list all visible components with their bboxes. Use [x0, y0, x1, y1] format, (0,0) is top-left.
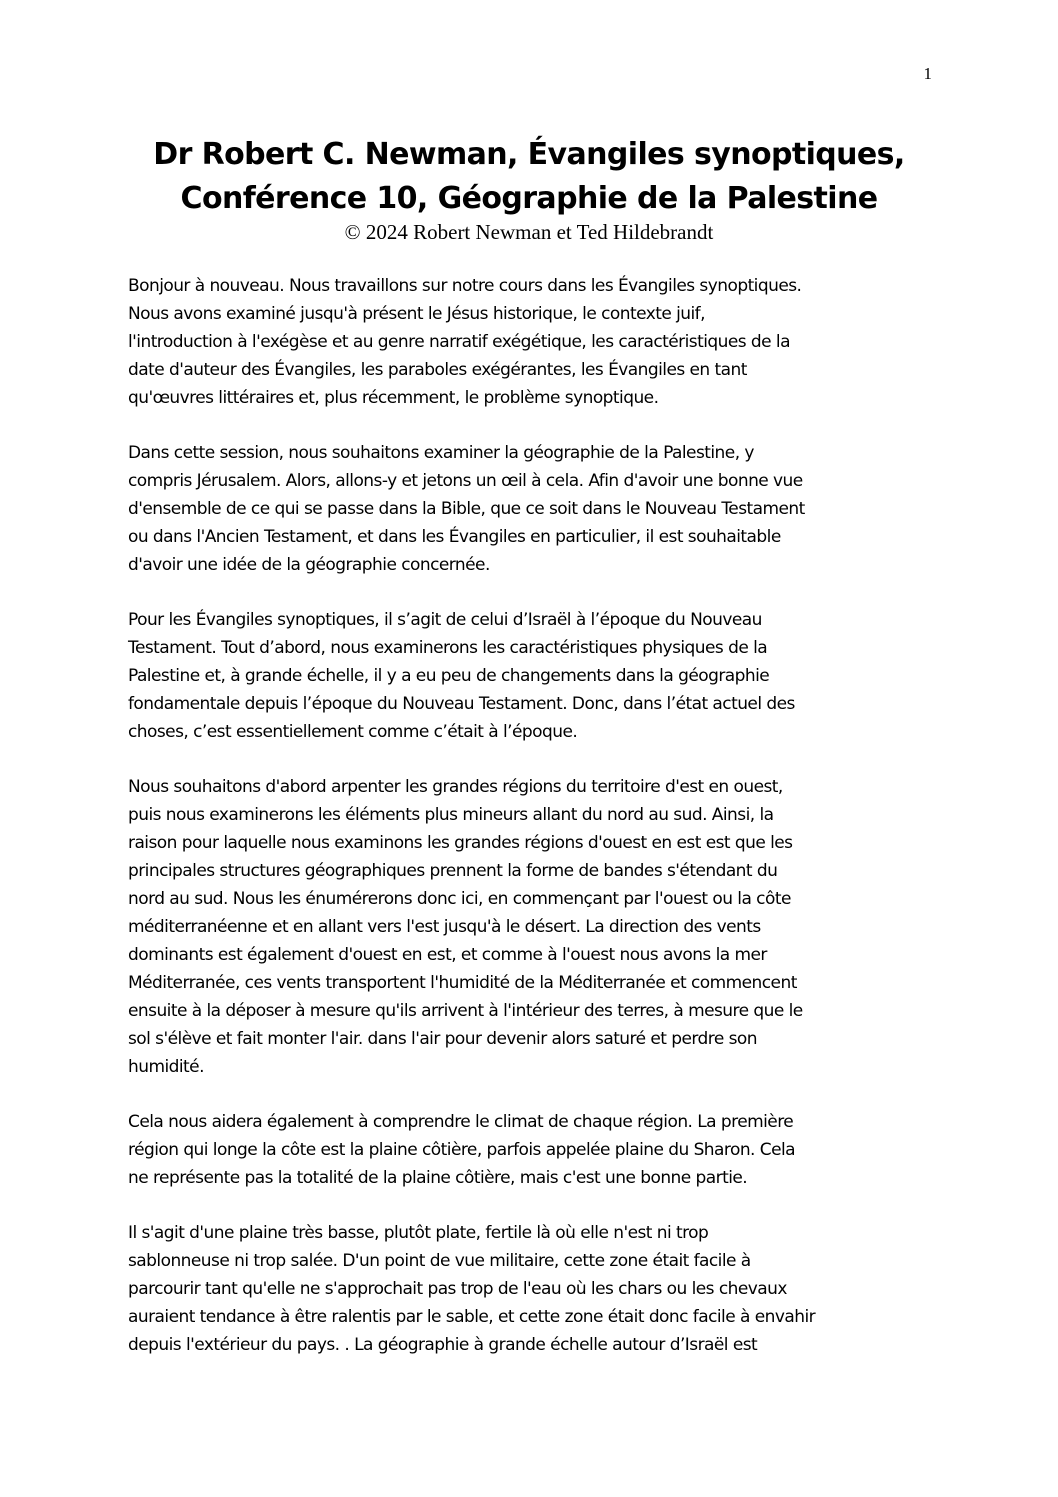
text-line: puis nous examinerons les éléments plus mineurs allant du nord au sud. Ainsi, la — [128, 805, 774, 825]
text-line: compris Jérusalem. Alors, allons-y et jetons un œil à cela. Afin d'avoir une bonne vue — [128, 471, 803, 491]
paragraph-1 — [128, 272, 948, 412]
text-line: ne représente pas la totalité de la plaine côtière, mais c'est une bonne partie. — [128, 1168, 748, 1188]
text-line: parcourir tant qu'elle ne s'approchait pas trop de l'eau où les chars ou les chevaux — [128, 1279, 787, 1299]
text-line: ou dans l'Ancien Testament, et dans les Évangiles en particulier, il est souhaitable — [128, 527, 781, 547]
text-line: méditerranéenne et en allant vers l'est jusqu'à le désert. La direction des vents — [128, 917, 761, 937]
copyright-notice: © 2024 Robert Newman et Ted Hildebrandt — [344, 220, 714, 244]
text-line: humidité. — [128, 1057, 204, 1077]
text-line: l'introduction à l'exégèse et au genre narratif exégétique, les caractéristiques de la — [128, 332, 790, 352]
title-block — [0, 133, 1058, 243]
text-line: Méditerranée, ces vents transportent l'humidité de la Méditerranée et commencent — [128, 973, 797, 993]
paragraph-3 — [128, 606, 948, 746]
paragraph-6 — [128, 1219, 948, 1359]
text-line: Nous souhaitons d'abord arpenter les grandes régions du territoire d'est en ouest, — [128, 777, 783, 797]
title-line-2: Conférence 10, Géographie de la Palestine — [180, 181, 878, 216]
text-line: région qui longe la côte est la plaine côtière, parfois appelée plaine du Sharon. Cela — [128, 1140, 796, 1160]
text-line: Bonjour à nouveau. Nous travaillons sur notre cours dans les Évangiles synoptiques. — [128, 276, 802, 296]
text-line: Palestine et, à grande échelle, il y a eu peu de changements dans la géographie — [128, 666, 770, 686]
page-number: 1 — [923, 64, 932, 83]
text-line: fondamentale depuis l’époque du Nouveau Testament. Donc, dans l’état actuel des — [128, 694, 795, 714]
text-line: raison pour laquelle nous examinons les grandes régions d'ouest en est est que les — [128, 833, 793, 853]
paragraph-5 — [128, 1108, 948, 1192]
text-line: Cela nous aidera également à comprendre le climat de chaque région. La première — [128, 1112, 794, 1132]
text-line: sablonneuse ni trop salée. D'un point de vue militaire, cette zone était facile à — [128, 1251, 751, 1271]
text-line: depuis l'extérieur du pays. . La géographie à grande échelle autour d’Israël est — [128, 1335, 758, 1355]
text-line: choses, c’est essentiellement comme c’était à l’époque. — [128, 722, 578, 742]
text-line: auraient tendance à être ralentis par le sable, et cette zone était donc facile à envahir — [128, 1307, 816, 1327]
paragraph-4 — [128, 773, 948, 1081]
text-line: Nous avons examiné jusqu'à présent le Jésus historique, le contexte juif, — [128, 304, 705, 324]
text-line: ensuite à la déposer à mesure qu'ils arrivent à l'intérieur des terres, à mesure que le — [128, 1001, 803, 1021]
text-line: d'avoir une idée de la géographie concernée. — [128, 555, 490, 575]
paragraph-2 — [128, 439, 948, 579]
text-line: d'ensemble de ce qui se passe dans la Bible, que ce soit dans le Nouveau Testament — [128, 499, 805, 519]
text-line: nord au sud. Nous les énumérerons donc ici, en commençant par l'ouest ou la côte — [128, 889, 791, 909]
text-line: Pour les Évangiles synoptiques, il s’agit de celui d’Israël à l’époque du Nouveau — [128, 610, 762, 630]
text-line: Il s'agit d'une plaine très basse, plutôt plate, fertile là où elle n'est ni trop — [128, 1223, 709, 1243]
text-line: sol s'élève et fait monter l'air. dans l'air pour devenir alors saturé et perdre son — [128, 1029, 757, 1049]
text-line: Testament. Tout d’abord, nous examinerons les caractéristiques physiques de la — [128, 638, 768, 658]
text-line: qu'œuvres littéraires et, plus récemment, le problème synoptique. — [128, 388, 659, 408]
text-line: Dans cette session, nous souhaitons examiner la géographie de la Palestine, y — [128, 443, 754, 463]
title-line-1: Dr Robert C. Newman, Évangiles synoptiques, — [153, 137, 905, 172]
text-line: date d'auteur des Évangiles, les paraboles exégérantes, les Évangiles en tant — [128, 360, 747, 380]
text-line: principales structures géographiques prennent la forme de bandes s'étendant du — [128, 861, 778, 881]
text-line: dominants est également d'ouest en est, et comme à l'ouest nous avons la mer — [128, 945, 767, 965]
body-text — [128, 272, 948, 1386]
